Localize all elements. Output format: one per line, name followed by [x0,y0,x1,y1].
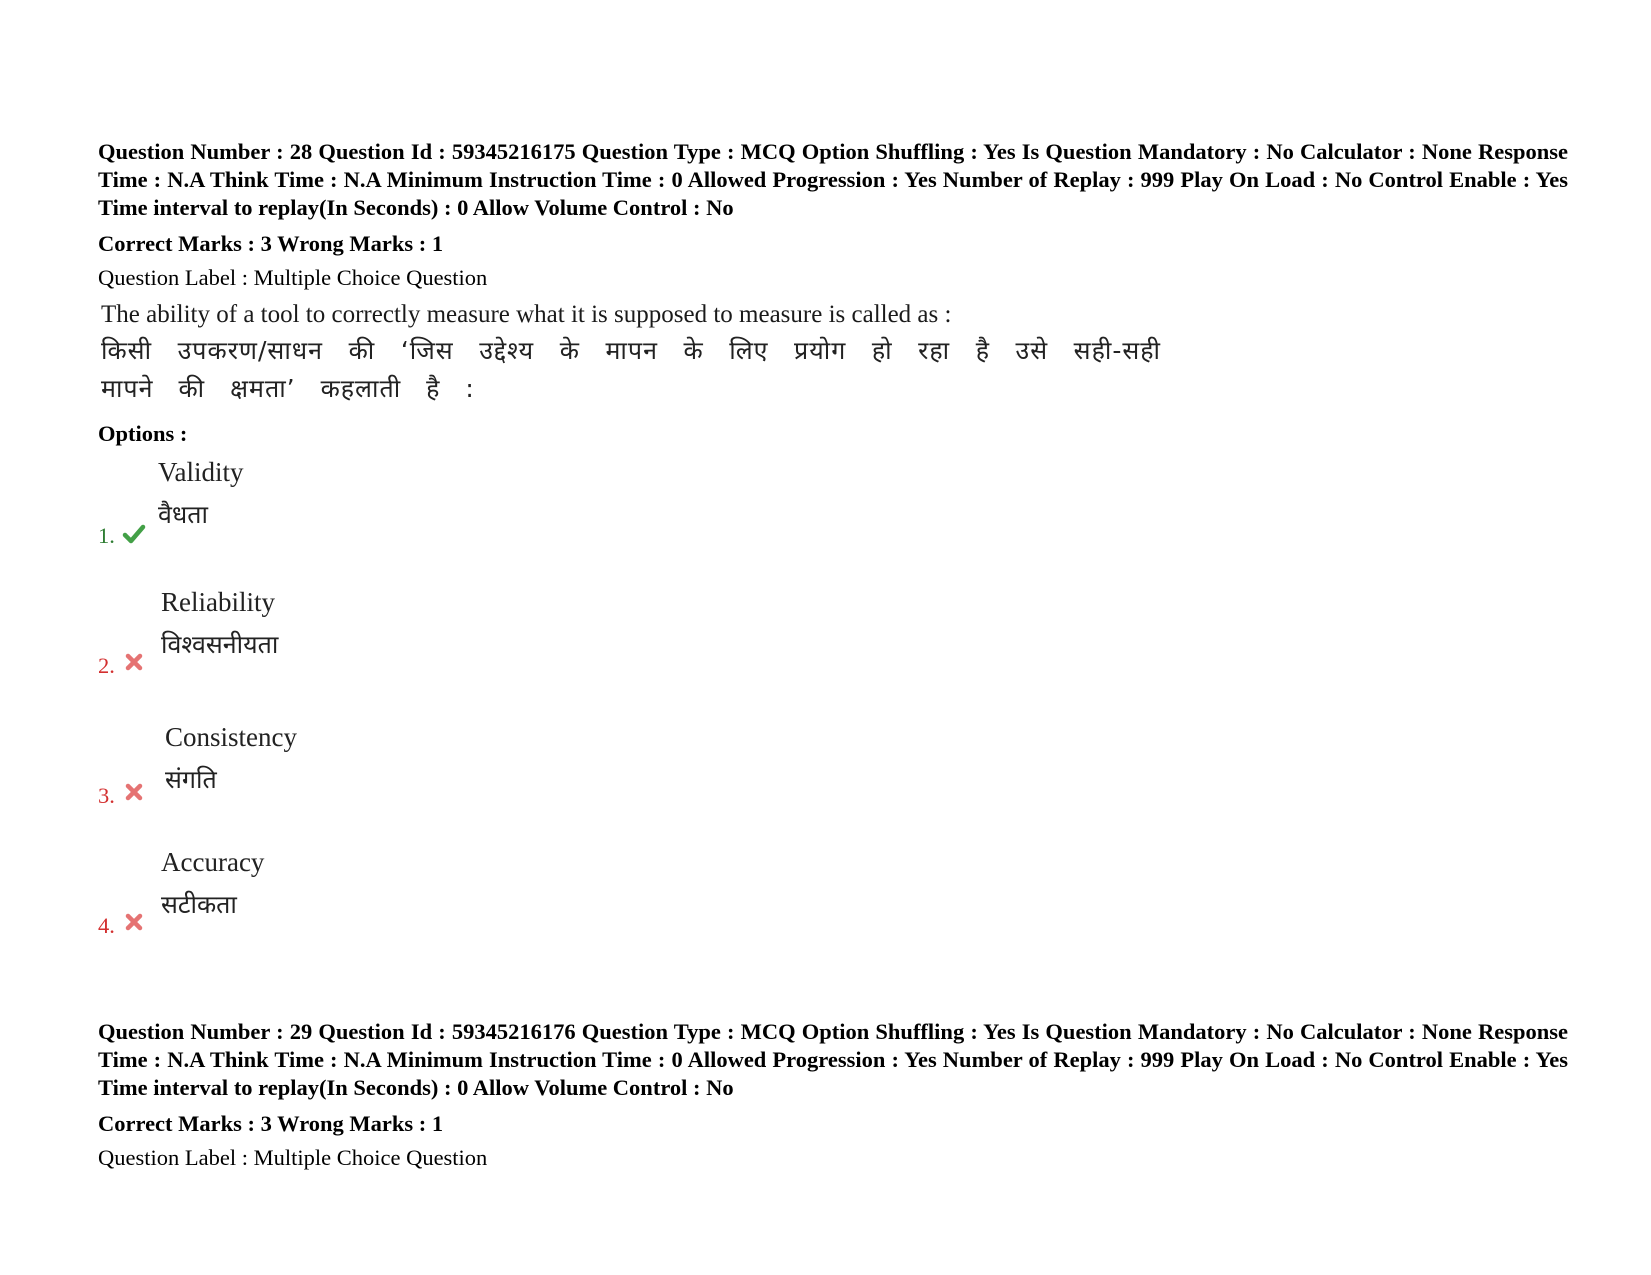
cross-icon [122,780,146,804]
option-1-text-english: Validity [158,457,244,487]
question-28-marks: Correct Marks : 3 Wrong Marks : 1 [98,231,444,256]
option-3-text-english: Consistency [165,722,297,752]
option-1 [0,450,600,560]
option-3-number: 3. [98,783,115,808]
cross-icon [122,650,146,674]
option-4-number: 4. [98,913,115,938]
question-29-marks: Correct Marks : 3 Wrong Marks : 1 [98,1111,444,1136]
option-2-number: 2. [98,653,115,678]
option-4-text-hindi: सटीकता [161,890,237,919]
option-1-number: 1. [98,523,115,548]
question-28-meta: Question Number : 28 Question Id : 59345216175 Question Type : MCQ Option Shuffling : Yes Is Question Mandatory : No Calculator : None Response Time : N.A Think Time : N.A Minimum Instruction Time : 0 Allowed Progression : Yes Number of Replay : 999 Play On Load : No Control Enable : Yes Time interval to replay(In Seconds) : 0 Allow Volume Control : No [98,139,1568,220]
options-heading: Options : [98,421,188,446]
question-28-label: Question Label : Multiple Choice Question [98,265,488,290]
option-2-text-hindi: विश्वसनीयता [161,630,279,659]
question-29-meta: Question Number : 29 Question Id : 59345216176 Question Type : MCQ Option Shuffling : Yes Is Question Mandatory : No Calculator : None Response Time : N.A Think Time : N.A Minimum Instruction Time : 0 Allowed Progression : Yes Number of Replay : 999 Play On Load : No Control Enable : Yes Time interval to replay(In Seconds) : 0 Allow Volume Control : No [98,1019,1568,1100]
option-3-text-hindi: संगति [165,765,217,794]
option-1-text-hindi: वैधता [158,500,209,529]
option-3 [0,715,600,825]
option-4 [0,840,600,950]
question-28-text-hindi: किसी उपकरण/साधन की ‘जिस उद्देश्य के मापन के लिए प्रयोग हो रहा है उसे सही-सही मापने की क्षमता’ कहलाती है : [101,336,1161,403]
question-29-label: Question Label : Multiple Choice Question [98,1145,488,1170]
cross-icon [122,910,146,934]
option-2 [0,580,600,690]
check-icon [122,522,146,546]
option-2-text-english: Reliability [161,587,275,617]
question-28-text-english: The ability of a tool to correctly measure what it is supposed to measure is called as : [101,301,952,328]
option-4-text-english: Accuracy [161,847,265,877]
